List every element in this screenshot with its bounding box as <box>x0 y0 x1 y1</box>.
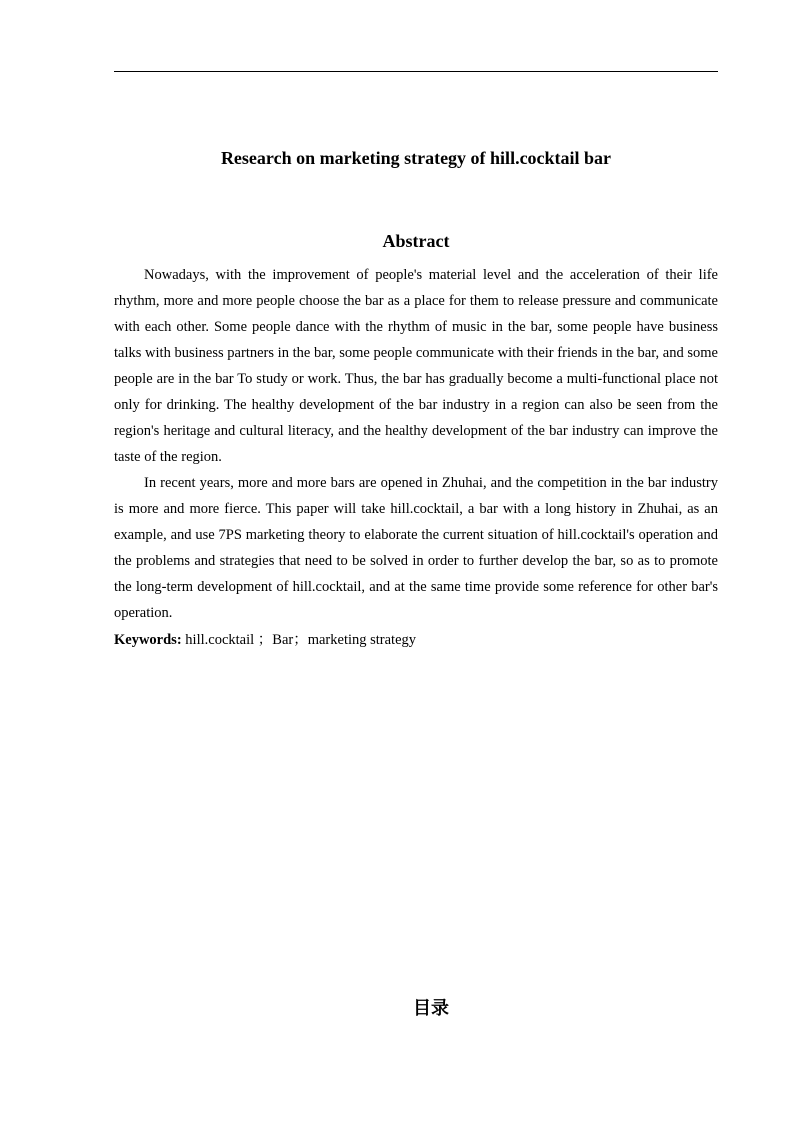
abstract-body <box>114 262 718 626</box>
keywords-value: hill.cocktail ；Bar；marketing strategy <box>185 632 417 648</box>
keywords-line <box>114 627 718 653</box>
abstract-heading: Abstract <box>382 231 450 251</box>
abstract-paragraph-2: In recent years, more and more bars are opened in Zhuhai, and the competition in the bar industry is more and more fierce. This paper will take hill.cocktail, a bar with a long history in Zhuhai, as an example, and use 7PS marketing theory to elaborate the current situation of hill.cocktail's operation and the problems and strategies that need to be solved in order to further develop the bar, so as to promote the long-term development of hill.cocktail, and at the same time provide some reference for other bar's operation. <box>114 475 718 621</box>
abstract-paragraph-1: Nowadays, with the improvement of people's material level and the acceleration of their life rhythm, more and more people choose the bar as a place for them to release pressure and communicate with each other. Some people dance with the rhythm of music in the bar, some people have business talks with business partners in the bar, some people communicate with their friends in the bar, and some people are in the bar To study or work. Thus, the bar has gradually become a multi-functional place not only for drinking. The healthy development of the bar industry in a region can also be seen from the region's heritage and cultural literacy, and the healthy development of the bar industry can improve the taste of the region. <box>114 267 718 465</box>
header-rule <box>114 71 718 72</box>
toc-heading: 目录 <box>413 998 449 1019</box>
paper-title: Research on marketing strategy of hill.cocktail bar <box>220 148 612 168</box>
keywords-label: Keywords: <box>114 632 182 648</box>
